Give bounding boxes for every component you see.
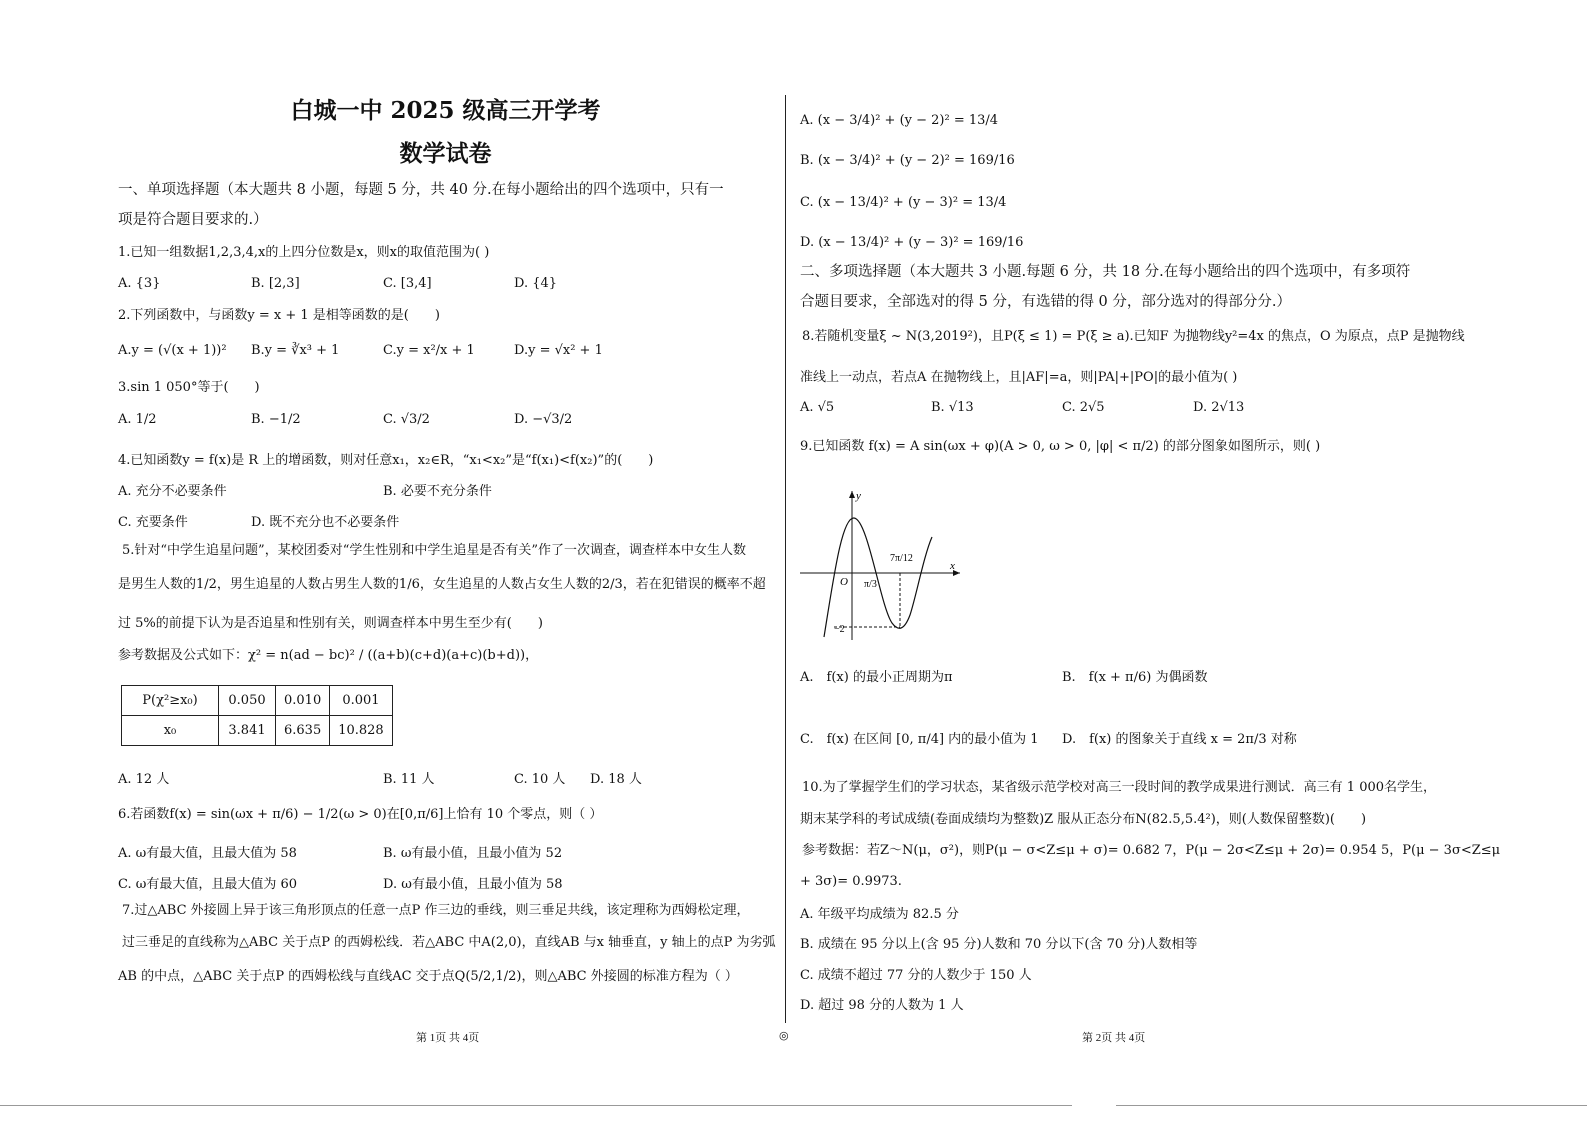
q4-option-b[interactable]: B. 必要不充分条件: [383, 484, 492, 499]
q1-option-b[interactable]: B. [2,3]: [251, 276, 300, 291]
q8-option-c[interactable]: C. 2√5: [1062, 400, 1105, 415]
q6-option-d[interactable]: D. ω有最小值，且最小值为 58: [383, 877, 563, 892]
q8-line1: 8.若随机变量ξ ~ N(3,2019²)，且P(ξ ≤ 1) = P(ξ ≥ a).已知F 为抛物线y²=4x 的焦点，O 为原点，点P 是抛物线: [802, 329, 1465, 344]
q1-option-c[interactable]: C. [3,4]: [383, 276, 432, 291]
q10-option-d[interactable]: D. 超过 98 分的人数为 1 人: [800, 998, 964, 1013]
page-center-mark: ◎: [779, 1030, 789, 1042]
q8-option-a[interactable]: A. √5: [800, 400, 835, 415]
q3-option-b[interactable]: B. −1/2: [251, 412, 301, 427]
q9-option-d[interactable]: D. f(x) 的图象关于直线 x = 2π/3 对称: [1062, 732, 1297, 747]
q10-line4: + 3σ)= 0.9973.: [800, 874, 902, 889]
q10-option-c[interactable]: C. 成绩不超过 77 分的人数少于 150 人: [800, 968, 1032, 983]
q5-option-b[interactable]: B. 11 人: [383, 772, 435, 787]
table-cell: 10.828: [330, 716, 393, 746]
q5-option-a[interactable]: A. 12 人: [118, 772, 170, 787]
q5-line2: 是男生人数的1/2，男生追星的人数占男生人数的1/6，女生追星的人数占女生人数的2/3，若在犯错误的概率不超: [118, 577, 766, 592]
section2-heading: 二、多项选择题（本大题共 3 小题.每题 6 分，共 18 分.在每小题给出的四个选项中，有多项符 合题目要求，全部选对的得 5 分，有选错的得 0 分，部分选对的得部分分.）: [800, 264, 1411, 310]
q10-option-b[interactable]: B. 成绩在 95 分以上(含 95 分)人数和 70 分以下(含 70 分)人数相等: [800, 937, 1198, 952]
q9-stem: 9.已知函数 f(x) = A sin(ωx + φ)(A > 0, ω > 0, |φ| < π/2) 的部分图象如图所示，则( ): [800, 439, 1321, 454]
q6-option-b[interactable]: B. ω有最小值，且最小值为 52: [383, 846, 563, 861]
q10-line3: 参考数据：若Z～N(μ，σ²)，则P(μ − σ<Z≤μ + σ)= 0.682 7，P(μ − 2σ<Z≤μ + 2σ)= 0.954 5，P(μ − 3σ<Z≤μ: [802, 843, 1501, 858]
q4-stem: 4.已知函数y = f(x)是 R 上的增函数，则对任意x₁，x₂∈R，“x₁<x₂”是“f(x₁)<f(x₂)”的( ): [118, 453, 654, 468]
table-cell: x₀: [122, 716, 219, 746]
q3-stem: 3.sin 1 050°等于( ): [118, 380, 260, 395]
bottom-rule-left: [0, 1105, 1072, 1106]
seven-pi-over-12-label: 7π/12: [890, 553, 913, 564]
column-divider: [785, 95, 786, 1023]
q10-line2: 期末某学科的考试成绩(卷面成绩均为整数)Z 服从正态分布N(82.5,5.4²)，则(人数保留整数)( ): [800, 812, 1367, 827]
table-row: [122, 686, 393, 716]
q2-stem: 2.下列函数中，与函数y = x + 1 是相等函数的是( ): [118, 308, 440, 323]
q5-reference-formula: 参考数据及公式如下：χ² = n(ad − bc)² / ((a+b)(c+d)(a+c)(b+d))，: [118, 648, 539, 663]
q9-option-b[interactable]: B. f(x + π/6) 为偶函数: [1062, 670, 1208, 685]
q2-option-a[interactable]: A.y = (√(x + 1))²: [118, 343, 227, 358]
page-number-left: 第 1页 共 4页: [416, 1032, 480, 1044]
q5-option-c[interactable]: C. 10 人: [514, 772, 566, 787]
q1-option-a[interactable]: A. {3}: [118, 276, 161, 291]
q8-option-d[interactable]: D. 2√13: [1193, 400, 1245, 415]
q8-line2: 准线上一动点，若点A 在抛物线上，且|AF|=a，则|PA|+|PO|的最小值为( ): [800, 370, 1238, 385]
critical-value-table: [121, 685, 393, 746]
q2-option-d[interactable]: D.y = √x² + 1: [514, 343, 603, 358]
q7-option-c[interactable]: C. (x − 13/4)² + (y − 3)² = 13/4: [800, 195, 1007, 210]
q4-option-a[interactable]: A. 充分不必要条件: [118, 484, 227, 499]
table-cell: P(χ²≥x₀): [122, 686, 219, 716]
table-cell: 6.635: [276, 716, 330, 746]
q10-line1: 10.为了掌握学生们的学习状态，某省级示范学校对高三一段时间的教学成果进行测试．高三有 1 000名学生，: [802, 780, 1437, 795]
pi-over-3-label: π/3: [864, 579, 877, 590]
q10-option-a[interactable]: A. 年级平均成绩为 82.5 分: [800, 907, 959, 922]
q3-option-c[interactable]: C. √3/2: [383, 412, 430, 427]
q6-option-a[interactable]: A. ω有最大值，且最大值为 58: [118, 846, 297, 861]
bottom-rule-right: [1116, 1105, 1587, 1106]
q7-option-b[interactable]: B. (x − 3/4)² + (y − 2)² = 169/16: [800, 153, 1015, 168]
minus-two-label: −2: [834, 624, 845, 635]
q8-option-b[interactable]: B. √13: [931, 400, 974, 415]
q1-stem: 1.已知一组数据1,2,3,4,x的上四分位数是x，则x的取值范围为( ): [118, 245, 490, 260]
q7-option-a[interactable]: A. (x − 3/4)² + (y − 2)² = 13/4: [800, 113, 999, 128]
y-axis-arrow-icon: [849, 491, 855, 498]
table-cell: 0.001: [330, 686, 393, 716]
table-cell: 0.010: [276, 686, 330, 716]
exam-title: 白城一中 2025 级高三开学考: [290, 97, 601, 124]
q6-stem: 6.若函数f(x) = sin(ωx + π/6) − 1/2(ω > 0)在[0,π/6]上恰有 10 个零点，则（ ）: [118, 807, 603, 822]
q2-option-c[interactable]: C.y = x²/x + 1: [383, 343, 475, 358]
x-axis-label: x: [950, 560, 955, 572]
q5-line3: 过 5%的前提下认为是否追星和性别有关，则调查样本中男生至少有( ): [118, 616, 543, 631]
q4-option-d[interactable]: D. 既不充分也不必要条件: [251, 515, 400, 530]
q5-line1: 5.针对“中学生追星问题”，某校团委对“学生性别和中学生追星是否有关”作了一次调查，调查样本中女生人数: [122, 543, 746, 558]
exam-subtitle: 数学试卷: [399, 140, 492, 167]
q4-option-c[interactable]: C. 充要条件: [118, 515, 188, 530]
q5-option-d[interactable]: D. 18 人: [590, 772, 642, 787]
q3-option-a[interactable]: A. 1/2: [118, 412, 157, 427]
q7-option-d[interactable]: D. (x − 13/4)² + (y − 3)² = 169/16: [800, 235, 1024, 250]
y-axis-label: y: [856, 490, 861, 502]
q3-option-d[interactable]: D. −√3/2: [514, 412, 573, 427]
q7-line3: AB 的中点，△ABC 关于点P 的西姆松线与直线AC 交于点Q(5/2,1/2)，则△ABC 外接圆的标准方程为（ ）: [118, 969, 738, 984]
q1-option-d[interactable]: D. {4}: [514, 276, 558, 291]
q9-sine-graph: [800, 485, 970, 645]
q9-option-c[interactable]: C. f(x) 在区间 [0, π/4] 内的最小值为 1: [800, 732, 1039, 747]
q6-option-c[interactable]: C. ω有最大值，且最大值为 60: [118, 877, 298, 892]
q7-line2: 过三垂足的直线称为△ABC 关于点P 的西姆松线．若△ABC 中A(2,0)，直线AB 与x 轴垂直，y 轴上的点P 为劣弧: [122, 935, 776, 950]
section1-heading: 一、单项选择题（本大题共 8 小题，每题 5 分，共 40 分.在每小题给出的四个选项中，只有一 项是符合题目要求的.）: [118, 182, 724, 228]
q7-line1: 7.过△ABC 外接圆上异于该三角形顶点的任意一点P 作三边的垂线，则三垂足共线，该定理称为西姆松定理，: [122, 903, 750, 918]
q9-option-a[interactable]: A. f(x) 的最小正周期为π: [800, 670, 953, 685]
table-row: [122, 716, 393, 746]
table-cell: 3.841: [219, 716, 276, 746]
page-number-right: 第 2页 共 4页: [1082, 1032, 1146, 1044]
table-cell: 0.050: [219, 686, 276, 716]
origin-label: O: [840, 576, 848, 588]
q2-option-b[interactable]: B.y = ∛x³ + 1: [251, 343, 340, 358]
